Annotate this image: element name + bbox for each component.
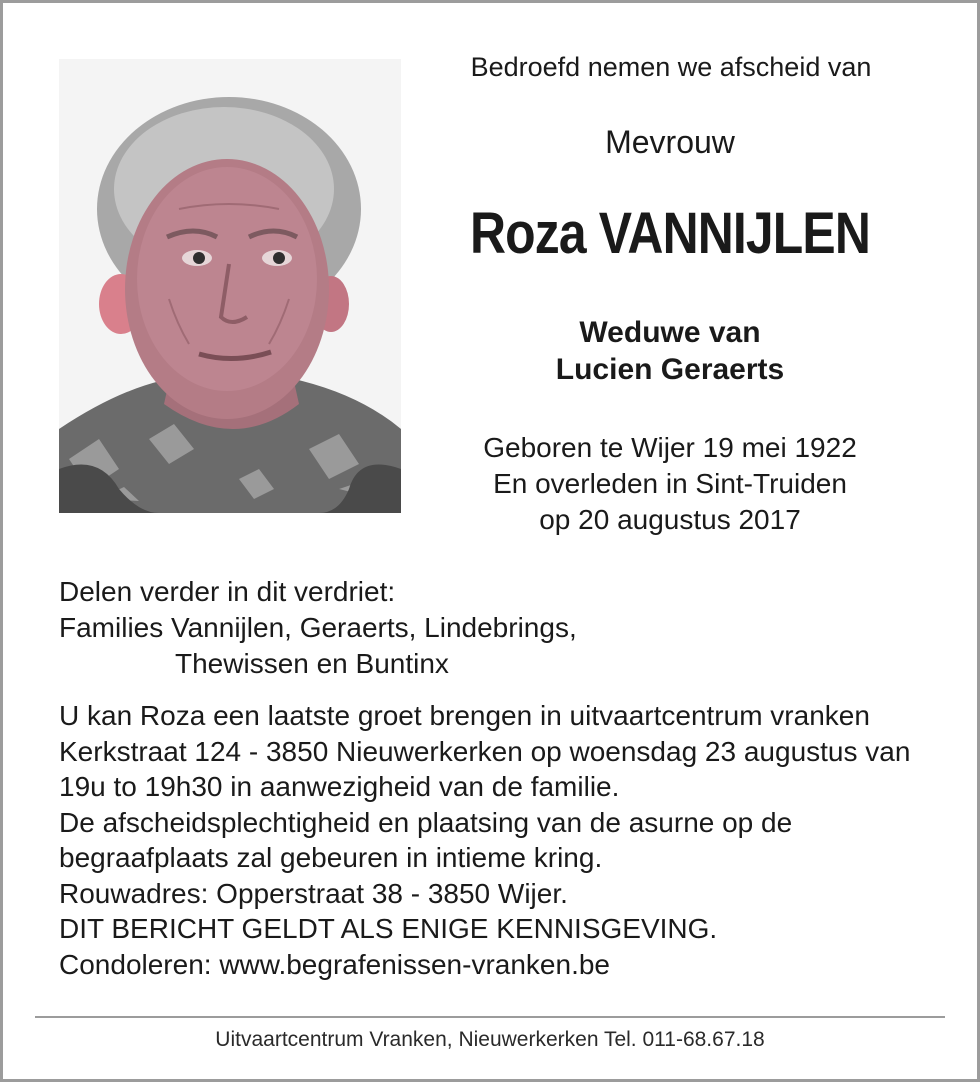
death-line-2: op 20 augustus 2017 <box>539 504 801 535</box>
portrait-photo <box>59 59 401 513</box>
footer-text: Uitvaartcentrum Vranken, Nieuwerkerken Tel. 011-68.67.18 <box>215 1028 765 1051</box>
ceremony-text: De afscheidsplechtigheid en plaatsing van de asurne op de begraafplaats zal gebeuren in intieme kring. <box>59 806 793 873</box>
footer-divider <box>35 1016 945 1018</box>
life-dates <box>410 430 930 538</box>
family-section <box>59 574 577 682</box>
visitation-text: U kan Roza een laatste groet brengen in uitvaartcentrum vranken Kerkstraat 124 - 3850 Nieuwerkerken op woensdag 23 augustus van 19u to 19h30 in aanwezigheid van de familie. <box>59 700 911 802</box>
spouse-line-1: Weduwe van <box>579 316 761 349</box>
condolences-text: Condoleren: www.begrafenissen-vranken.be <box>59 948 610 980</box>
spouse-info <box>410 314 930 388</box>
family-intro: Delen verder in dit verdriet: <box>59 576 396 607</box>
deceased-name: Roza VANNIJLEN <box>469 201 870 266</box>
intro-text: Bedroefd nemen we afscheid van <box>470 52 872 82</box>
spouse-line-2: Lucien Geraerts <box>555 353 785 386</box>
birth-line: Geboren te Wijer 19 mei 1922 <box>483 432 857 463</box>
family-line-1: Families Vannijlen, Geraerts, Lindebrings, <box>59 612 577 643</box>
details-section <box>59 698 939 982</box>
family-line-2: Thewissen en Buntinx <box>175 648 449 679</box>
honorific: Mevrouw <box>605 124 735 160</box>
notice-text: DIT BERICHT GELDT ALS ENIGE KENNISGEVING. <box>59 913 718 944</box>
address-text: Rouwadres: Opperstraat 38 - 3850 Wijer. <box>59 877 568 909</box>
death-line-1: En overleden in Sint-Truiden <box>493 468 847 499</box>
